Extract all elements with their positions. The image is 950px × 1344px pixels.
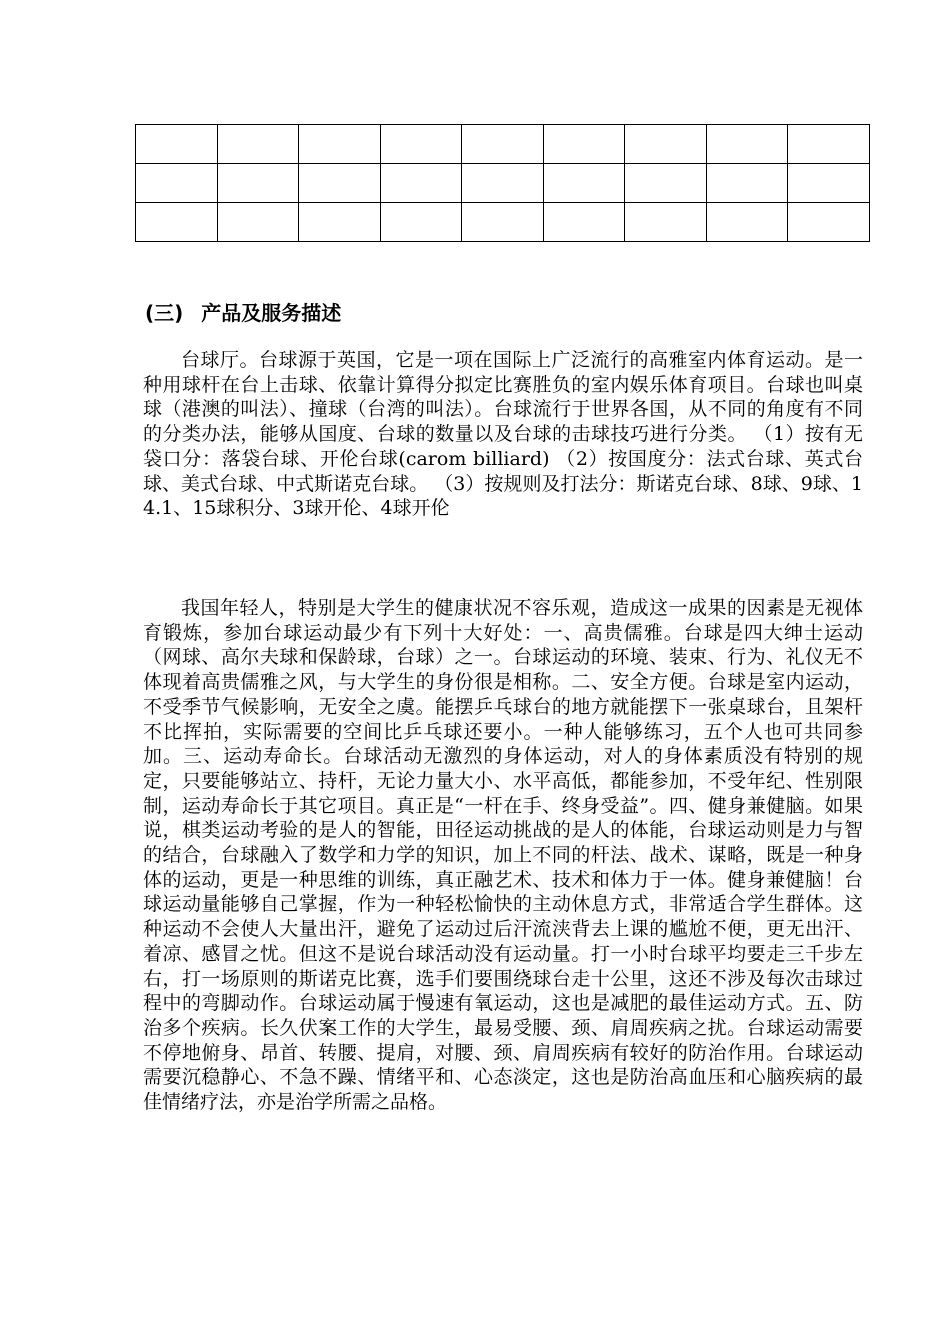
table-cell: [625, 164, 707, 203]
table-cell: [136, 125, 218, 164]
section-heading: [145, 298, 341, 328]
table-cell: [625, 125, 707, 164]
table-cell: [462, 203, 544, 242]
table-cell: [380, 203, 462, 242]
table-cell: [136, 164, 218, 203]
table-cell: [788, 164, 870, 203]
empty-grid-table: [135, 124, 870, 242]
table-row: [136, 203, 870, 242]
table-cell: [462, 164, 544, 203]
table-cell: [299, 203, 381, 242]
body-paragraph-billiards-benefits: 我国年轻人，特别是大学生的健康状况不容乐观，造成这一成果的因素是无视体育锻炼，参加台球运动最少有下列十大好处：一、高贵儒雅。台球是四大绅士运动（网球、高尔夫球和保龄球，台球）之一。台球运动的环境、装束、行为、礼仪无不体现着高贵儒雅之风，与大学生的身份很是相称。二、安全方便。台球是室内运动，不受季节气候影响，无安全之虞。能摆乒乓球台的地方就能摆下一张桌球台，且架杆不比挥拍，实际需要的空间比乒乓球还要小。一种人能够练习，五个人也可共同参加。三、运动寿命长。台球活动无激烈的身体运动，对人的身体素质没有特别的规定，只要能够站立、持杆，无论力量大小、水平高低，都能参加，不受年纪、性别限制，运动寿命长于其它项目。真正是“一杆在手、终身受益”。四、健身兼健脑。如果说，棋类运动考验的是人的智能，田径运动挑战的是人的体能，台球运动则是力与智的结合，台球融入了数学和力学的知识，加上不同的杆法、战术、谋略，既是一种身体的运动，更是一种思维的训练，真正融艺术、技术和体力于一体。健身兼健脑！台球运动量能够自己掌握，作为一种轻松愉快的主动休息方式，非常适合学生群体。这种运动不会使人大量出汗，避免了运动过后汗流浃背去上课的尴尬不便，更无出汗、着凉、感冒之忧。但这不是说台球活动没有运动量。打一小时台球平均要走三千步左右，打一场原则的斯诺克比赛，选手们要围绕球台走十公里，这还不涉及每次击球过程中的弯脚动作。台球运动属于慢速有氧运动，这也是减肥的最佳运动方式。五、防治多个疾病。长久伏案工作的大学生，最易受腰、颈、肩周疾病之扰。台球运动需要不停地俯身、昂首、转腰、提肩，对腰、颈、肩周疾病有较好的防治作用。台球运动需要沉稳静心、不急不躁、情绪平和、心态淡定，这也是防治高血压和心脑疾病的最佳情绪疗法，亦是治学所需之品格。: [143, 597, 863, 1114]
table-cell: [543, 164, 625, 203]
table-cell: [380, 164, 462, 203]
table-cell: [462, 125, 544, 164]
table-cell: [217, 164, 299, 203]
table-cell: [706, 203, 788, 242]
table-cell: [625, 203, 707, 242]
table-cell: [299, 125, 381, 164]
table-cell: [299, 164, 381, 203]
table-cell: [543, 203, 625, 242]
table-cell: [217, 125, 299, 164]
body-paragraph-billiards-intro: 台球厅。台球源于英国，它是一项在国际上广泛流行的高雅室内体育运动。是一种用球杆在台上击球、依靠计算得分拟定比赛胜负的室内娱乐体育项目。台球也叫桌球（港澳的叫法）、撞球（台湾的叫法）。台球流行于世界各国，从不同的角度有不同的分类办法，能够从国度、台球的数量以及台球的击球技巧进行分类。 （1）按有无袋口分：落袋台球、开伦台球(carom billiard) （2）按国度分：法式台球、英式台球、美式台球、中式斯诺克台球。 （3）按规则及打法分：斯诺克台球、8球、9球、14.1、15球积分、3球开伦、4球开伦: [143, 349, 863, 520]
table-cell: [136, 203, 218, 242]
table-cell: [706, 164, 788, 203]
table-row: [136, 125, 870, 164]
section-title: 产品及服务描述: [201, 301, 342, 325]
table-cell: [380, 125, 462, 164]
table-cell: [788, 203, 870, 242]
table-cell: [217, 203, 299, 242]
section-number: (三): [145, 301, 184, 325]
table-cell: [788, 125, 870, 164]
table-cell: [543, 125, 625, 164]
table-row: [136, 164, 870, 203]
table-cell: [706, 125, 788, 164]
